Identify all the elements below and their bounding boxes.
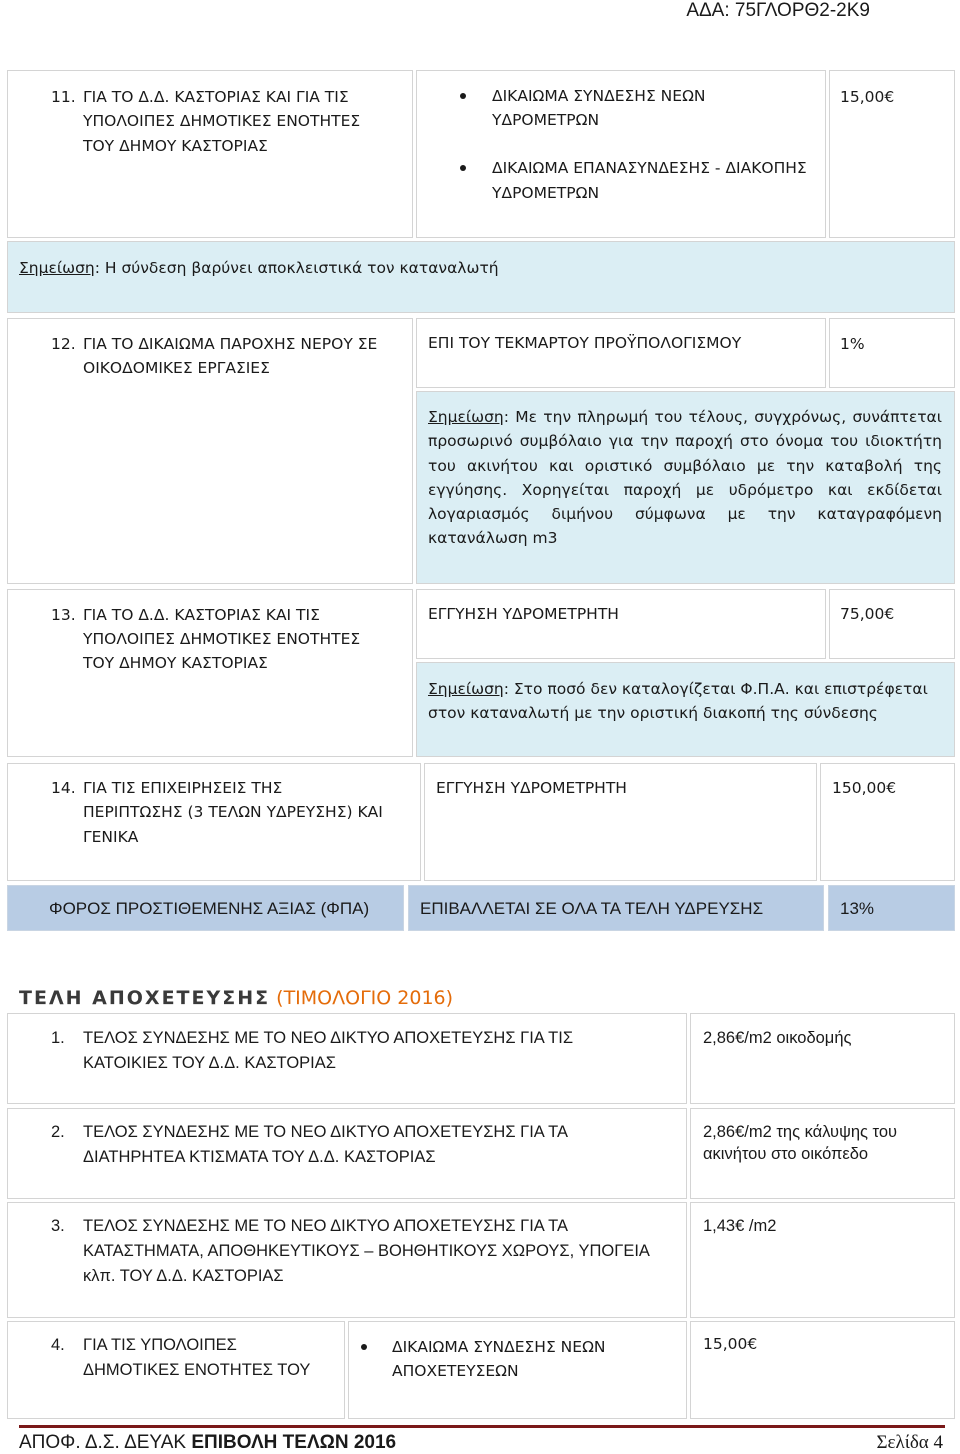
row-11-item1-line2: ΥΔΡΟΜΕΤΡΩΝ	[492, 111, 600, 129]
sewage-heading	[19, 985, 453, 1011]
row-13-desc-line3: ΤΟΥ ΔΗΜΟΥ ΚΑΣΤΟΡΙΑΣ	[83, 654, 268, 672]
row-12-note	[428, 405, 942, 551]
sew-row-2-price-line2: ακινήτου στο οικόπεδο	[703, 1145, 869, 1163]
row-11-note	[19, 256, 499, 281]
row-13-price: 75,00€	[840, 605, 895, 623]
row-11-desc-line3: ΤΟΥ ΔΗΜΟΥ ΚΑΣΤΟΡΙΑΣ	[83, 137, 268, 155]
sew-row-3-number: 3.	[51, 1217, 65, 1235]
sew-row-3-price: 1,43€ /m2	[703, 1217, 777, 1235]
sew-row-3-desc-line2: ΚΑΤΑΣΤΗΜΑΤΑ, ΑΠΟΘΗΚΕΥΤΙΚΟΥΣ – ΒΟΗΘΗΤΙΚΟΥΣ ΧΩΡΟΥΣ, ΥΠΟΓΕΙΑ	[83, 1242, 650, 1260]
bullet-icon	[460, 165, 466, 171]
row-11-number: 11.	[51, 88, 76, 106]
sew-row-2-desc-line1: ΤΕΛΟΣ ΣΥΝΔΕΣΗΣ ΜΕ ΤΟ ΝΕΟ ΔΙΚΤΥΟ ΑΠΟΧΕΤΕΥΣΗΣ ΓΙΑ ΤΑ	[83, 1123, 569, 1141]
sew-row-3-desc-line1: ΤΕΛΟΣ ΣΥΝΔΕΣΗΣ ΜΕ ΤΟ ΝΕΟ ΔΙΚΤΥΟ ΑΠΟΧΕΤΕΥΣΗΣ ΓΙΑ ΤΑ	[83, 1217, 569, 1235]
sew-row-4-item-line2: ΑΠΟΧΕΤΕΥΣΕΩΝ	[392, 1362, 519, 1380]
row-13-item: ΕΓΓΥΗΣΗ ΥΔΡΟΜΕΤΡΗΤΗ	[428, 605, 619, 623]
row-14-desc-line1: ΓΙΑ ΤΙΣ ΕΠΙΧΕΙΡΗΣΕΙΣ ΤΗΣ	[83, 779, 283, 797]
footer-doc-title: ΕΠΙΒΟΛΗ ΤΕΛΩΝ 2016	[191, 1432, 397, 1453]
note-label: Σημείωση	[19, 259, 95, 277]
note-text: : Η σύνδεση βαρύνει αποκλειστικά τον καταναλωτή	[94, 259, 499, 277]
note-label: Σημείωση	[428, 680, 504, 698]
sew-row-1-number: 1.	[51, 1029, 65, 1047]
sew-row-4-item-line1: ΔΙΚΑΙΩΜΑ ΣΥΝΔΕΣΗΣ ΝΕΩΝ	[392, 1338, 606, 1356]
sewage-title: ΤΕΛΗ ΑΠΟΧΕΤΕΥΣΗΣ	[19, 987, 271, 1009]
row-12-number: 12.	[51, 335, 76, 353]
sew-row-4-desc-line1: ΓΙΑ ΤΙΣ ΥΠΟΛΟΙΠΕΣ	[83, 1336, 237, 1354]
row-11-price: 15,00€	[840, 88, 895, 106]
row-12-basis: ΕΠΙ ΤΟΥ ΤΕΚΜΑΡΤΟΥ ΠΡΟΫΠΟΛΟΓΙΣΜΟΥ	[428, 334, 742, 352]
sew-row-3-desc-line3: κλπ. ΤΟΥ Δ.Δ. ΚΑΣΤΟΡΙΑΣ	[83, 1267, 284, 1285]
footer-left	[19, 1432, 396, 1454]
row-11-item2-line1: ΔΙΚΑΙΩΜΑ ΕΠΑΝΑΣΥΝΔΕΣΗΣ - ΔΙΑΚΟΠΗΣ	[492, 159, 807, 177]
row-12-desc-line2: ΟΙΚΟΔΟΜΙΚΕΣ ΕΡΓΑΣΙΕΣ	[83, 359, 270, 377]
note-label: Σημείωση	[428, 408, 504, 426]
row-11-item1-line1: ΔΙΚΑΙΩΜΑ ΣΥΝΔΕΣΗΣ ΝΕΩΝ	[492, 87, 706, 105]
row-14-price: 150,00€	[832, 779, 897, 797]
row-13-number: 13.	[51, 606, 76, 624]
ada-code: ΑΔΑ: 75ΓΛΟΡΘ2-2Κ9	[686, 0, 870, 21]
sew-row-2-desc-line2: ΔΙΑΤΗΡΗΤΕΑ ΚΤΙΣΜΑΤΑ ΤΟΥ Δ.Δ. ΚΑΣΤΟΡΙΑΣ	[83, 1148, 436, 1166]
sew-row-4-price: 15,00€	[703, 1335, 758, 1353]
vat-rate: 13%	[840, 899, 875, 918]
row-14-item: ΕΓΓΥΗΣΗ ΥΔΡΟΜΕΤΡΗΤΗ	[436, 779, 627, 797]
footer-rule	[19, 1425, 945, 1428]
row-13-note-line2: στον καταναλωτή με την οριστική διακοπή της σύνδεσης	[428, 704, 878, 722]
vat-scope: ΕΠΙΒΑΛΛΕΤΑΙ ΣΕ ΟΛΑ ΤΑ ΤΕΛΗ ΥΔΡΕΥΣΗΣ	[420, 899, 764, 918]
bullet-icon	[460, 93, 466, 99]
row-11-item2-line2: ΥΔΡΟΜΕΤΡΩΝ	[492, 184, 600, 202]
sewage-subtitle: (ΤΙΜΟΛΟΓΙΟ 2016)	[276, 987, 454, 1009]
sew-row-2-number: 2.	[51, 1123, 65, 1141]
sew-row-1-price: 2,86€/m2 οικοδομής	[703, 1029, 852, 1047]
row-11-desc-line1: ΓΙΑ ΤΟ Δ.Δ. ΚΑΣΤΟΡΙΑΣ ΚΑΙ ΓΙΑ ΤΙΣ	[83, 88, 349, 106]
row-12-rate: 1%	[840, 335, 865, 353]
bullet-icon	[361, 1344, 367, 1350]
sew-row-4-desc-line2: ΔΗΜΟΤΙΚΕΣ ΕΝΟΤΗΤΕΣ ΤΟΥ	[83, 1361, 311, 1379]
row-13-desc-line2: ΥΠΟΛΟΙΠΕΣ ΔΗΜΟΤΙΚΕΣ ΕΝΟΤΗΤΕΣ	[83, 630, 361, 648]
note-text: : Στο ποσό δεν καταλογίζεται Φ.Π.Α. και επιστρέφεται	[503, 680, 928, 698]
sew-row-4-number: 4.	[51, 1336, 65, 1354]
row-11-desc-line2: ΥΠΟΛΟΙΠΕΣ ΔΗΜΟΤΙΚΕΣ ΕΝΟΤΗΤΕΣ	[83, 112, 361, 130]
footer-page-number: Σελίδα 4	[876, 1432, 943, 1453]
row-13-desc-line1: ΓΙΑ ΤΟ Δ.Δ. ΚΑΣΤΟΡΙΑΣ ΚΑΙ ΤΙΣ	[83, 606, 320, 624]
sew-row-2-price-line1: 2,86€/m2 της κάλυψης του	[703, 1123, 898, 1141]
row-14-desc-line3: ΓΕΝΙΚΑ	[83, 828, 139, 846]
note-text: : Με την πληρωμή του τέλους, συγχρόνως, συνάπτεται προσωρινό συμβόλαιο για την παροχή στο όνομα του ιδιοκτήτη του ακινήτου και οριστικό συμβόλαιο με την καταβολή της εγγύησης. Χορηγείται παροχή με υδρόμετρο και εκδίδεται λογαριασμός διμήνου σύμφωνα με την καταγραφόμενη κατανάλωση m3	[428, 408, 942, 548]
sew-row-1-desc-line2: ΚΑΤΟΙΚΙΕΣ ΤΟΥ Δ.Δ. ΚΑΣΤΟΡΙΑΣ	[83, 1054, 336, 1072]
row-14-number: 14.	[51, 779, 76, 797]
footer-doc-ref: ΑΠΟΦ. Δ.Σ. ΔΕΥΑΚ	[19, 1432, 187, 1453]
vat-label: ΦΟΡΟΣ ΠΡΟΣΤΙΘΕΜΕΝΗΣ ΑΞΙΑΣ (ΦΠΑ)	[49, 899, 370, 918]
row-14-desc-line2: ΠΕΡΙΠΤΩΣΗΣ (3 ΤΕΛΩΝ ΥΔΡΕΥΣΗΣ) ΚΑΙ	[83, 803, 383, 821]
row-12-desc-line1: ΓΙΑ ΤΟ ΔΙΚΑΙΩΜΑ ΠΑΡΟΧΗΣ ΝΕΡΟΥ ΣΕ	[83, 335, 378, 353]
row-13-note-line1	[428, 677, 928, 702]
sew-row-1-desc-line1: ΤΕΛΟΣ ΣΥΝΔΕΣΗΣ ΜΕ ΤΟ ΝΕΟ ΔΙΚΤΥΟ ΑΠΟΧΕΤΕΥΣΗΣ ΓΙΑ ΤΙΣ	[83, 1029, 574, 1047]
